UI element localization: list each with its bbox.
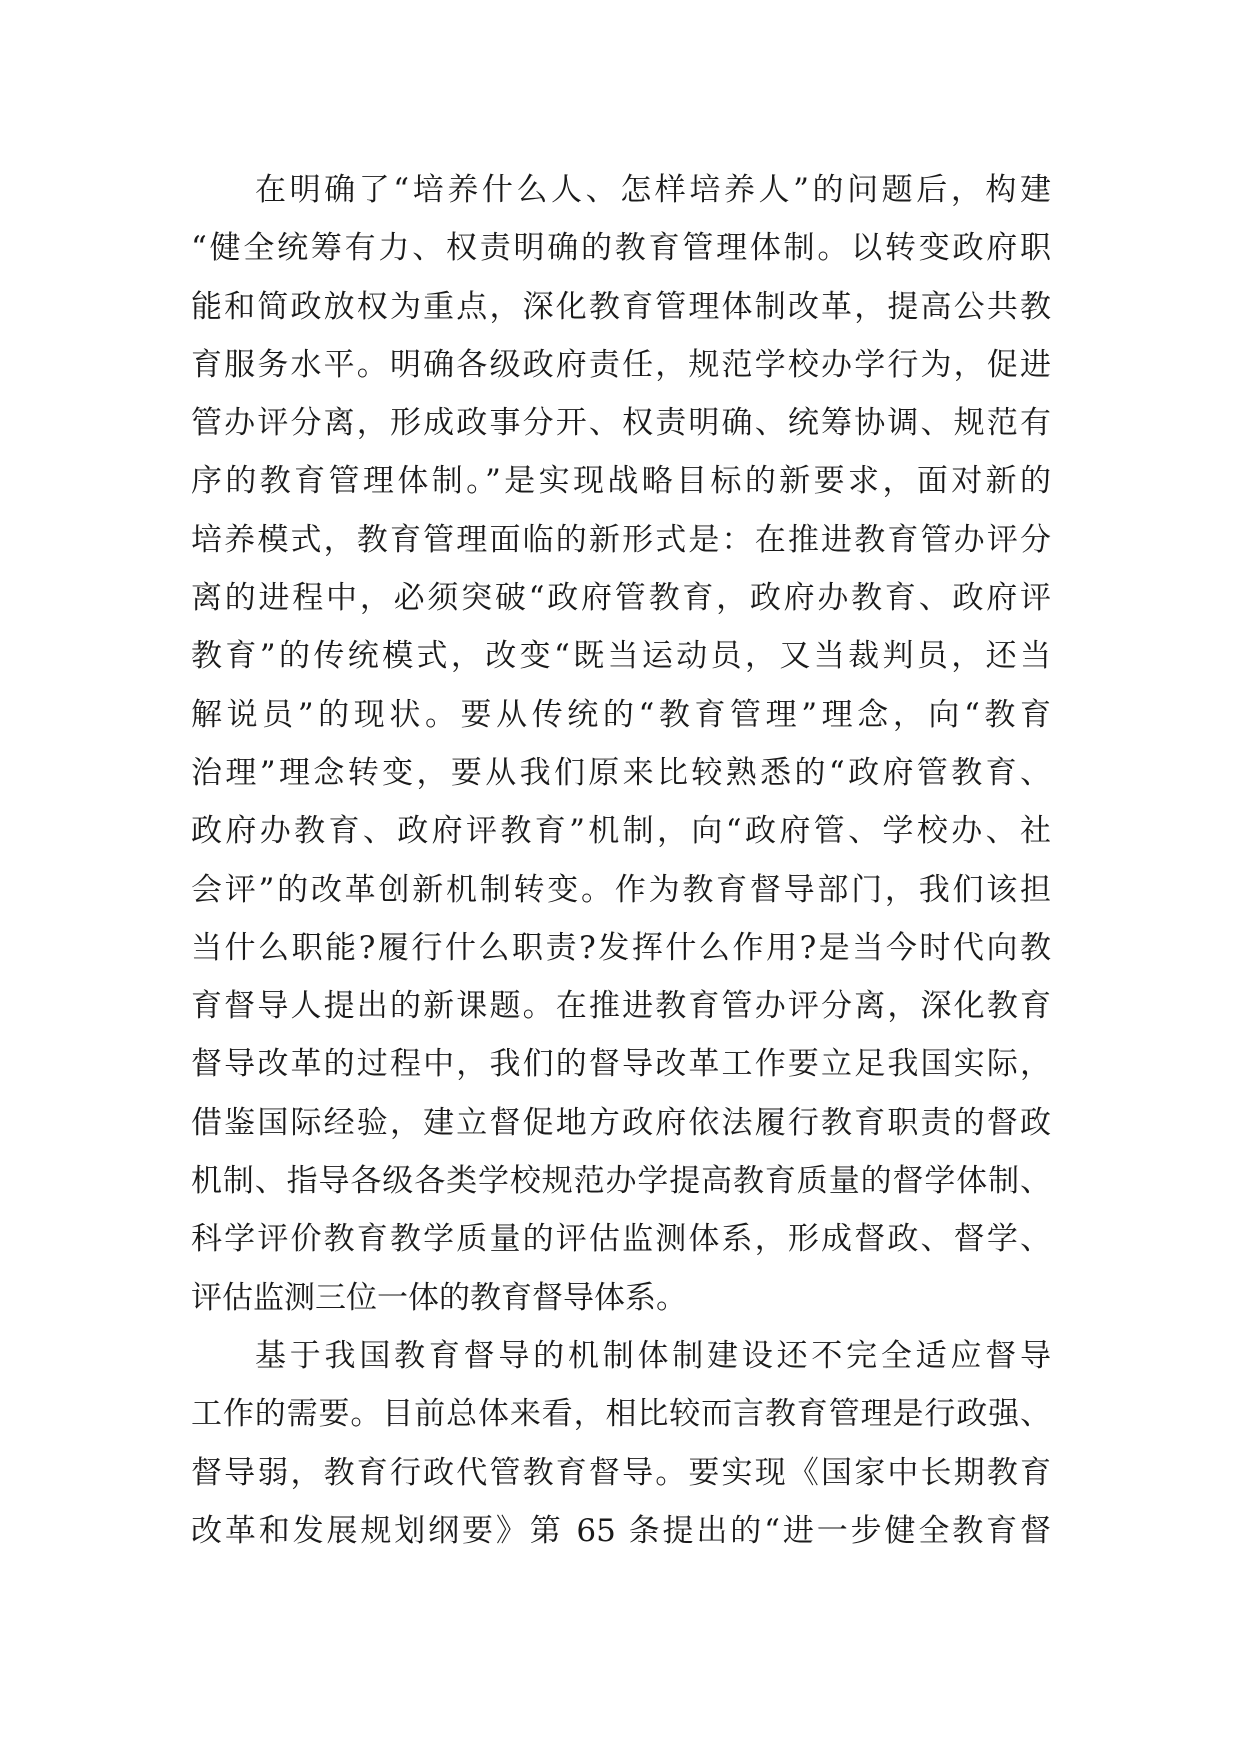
- paragraph-2: [191, 1327, 1051, 1560]
- text-line: 管办评分离，形成政事分开、权责明确、统筹协调、规范有: [191, 405, 1051, 442]
- text-line: 改革和发展规划纲要》第 65 条提出的“进一步健全教育督: [191, 1512, 1051, 1549]
- text-line: 政府办教育、政府评教育”机制，向“政府管、学校办、社: [191, 813, 1051, 850]
- text-line: 育服务水平。明确各级政府责任，规范学校办学行为，促进: [191, 346, 1051, 383]
- text-line: 机制、指导各级各类学校规范办学提高教育质量的督学体制、: [191, 1163, 1051, 1200]
- text-line: 教育”的传统模式，改变“既当运动员，又当裁判员，还当: [191, 638, 1051, 675]
- text-line: 工作的需要。目前总体来看，相比较而言教育管理是行政强、: [191, 1396, 1051, 1433]
- text-line: 能和简政放权为重点，深化教育管理体制改革，提高公共教: [191, 288, 1051, 325]
- paragraph-1: [191, 161, 1051, 1327]
- text-line: 借鉴国际经验，建立督促地方政府依法履行教育职责的督政: [191, 1104, 1051, 1141]
- text-line: 解说员”的现状。要从传统的“教育管理”理念，向“教育: [191, 696, 1051, 733]
- text-line: “健全统筹有力、权责明确的教育管理体制。以转变政府职: [191, 230, 1051, 267]
- text-line: 会评”的改革创新机制转变。作为教育督导部门，我们该担: [191, 871, 1051, 908]
- text-line: 评估监测三位一体的教育督导体系。: [191, 1279, 687, 1316]
- text-line: 离的进程中，必须突破“政府管教育，政府办教育、政府评: [191, 580, 1051, 617]
- text-line: 治理”理念转变，要从我们原来比较熟悉的“政府管教育、: [191, 754, 1051, 791]
- text-line: 基于我国教育督导的机制体制建设还不完全适应督导: [255, 1337, 1051, 1374]
- document-body: [191, 161, 1051, 1560]
- text-line: 培养模式，教育管理面临的新形式是：在推进教育管办评分: [191, 521, 1051, 558]
- text-line: 督导弱，教育行政代管教育督导。要实现《国家中长期教育: [191, 1454, 1051, 1491]
- text-line: 督导改革的过程中，我们的督导改革工作要立足我国实际，: [191, 1046, 1051, 1083]
- text-line: 在明确了“培养什么人、怎样培养人”的问题后，构建: [255, 172, 1051, 208]
- text-line: 育督导人提出的新课题。在推进教育管办评分离，深化教育: [191, 988, 1051, 1025]
- text-line: 当什么职能?履行什么职责?发挥什么作用?是当今时代向教: [191, 929, 1051, 966]
- text-line: 序的教育管理体制。”是实现战略目标的新要求，面对新的: [191, 463, 1051, 500]
- text-line: 科学评价教育教学质量的评估监测体系，形成督政、督学、: [191, 1221, 1051, 1258]
